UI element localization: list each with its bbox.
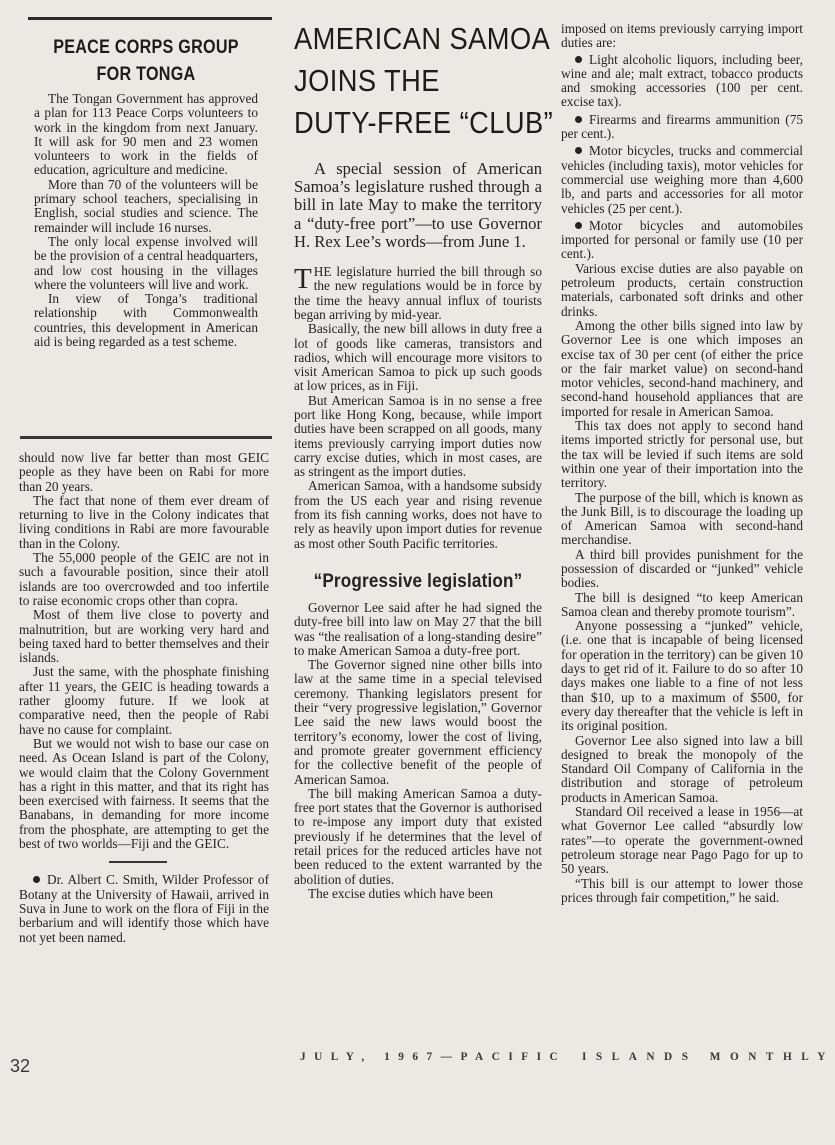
paragraph: Anyone possessing a “junked” vehicle, (i.e. one that is incapable of being licensed for operation in the territory) can be given 10 days to get rid of it. Failure to do so after 10 days makes one liable to a fine of not less than $10, up to a maximum of $500, for every day thereafter that the vehicle is left in its original position.	[561, 618, 803, 734]
banaban-article-continued	[19, 451, 269, 1044]
paragraph: Among the other bills signed into law by Governor Lee is one which imposes an excise tax of 30 per cent (of either the price or the fair market value) on second-hand motor vehicles, second-hand machinery, and second-hand household appliances that are imported for resale in American Samoa.	[561, 317, 803, 419]
paragraph: Basically, the new bill allows in duty free a lot of goods like cameras, transistors and radios, which will encourage more visitors to visit American Samoa to pick up such goods at low prices, as in Fiji.	[294, 321, 542, 394]
duty-item-text: Motor bicycles and automobiles imported for personal or family use (10 per cent.).	[561, 217, 803, 262]
samoa-article-continued	[561, 22, 801, 1044]
headline-line: FOR TONGA	[96, 64, 196, 85]
paragraph: Most of them live close to poverty and malnutrition, but are working very hard and being taxed hard to better themselves and their islands.	[19, 607, 269, 666]
duty-item	[561, 219, 803, 262]
duty-item	[561, 144, 803, 215]
paragraph: More than 70 of the volunteers will be primary school teachers, specialising in English, social studies and science. The remainder will include 16 nurses.	[34, 176, 258, 235]
headline-line: PEACE CORPS GROUP	[53, 37, 239, 58]
title-line: AMERICAN SAMOA	[294, 21, 551, 56]
section-divider	[20, 436, 272, 439]
subheading: “Progressive legislation”	[313, 570, 523, 592]
paragraph: This tax does not apply to second hand items imported strictly for personal use, but the tax will be levied if such items are sold within one year of their importation into the territory.	[561, 418, 803, 491]
short-divider	[109, 861, 167, 863]
title-line: DUTY-FREE “CLUB”	[294, 105, 554, 140]
duty-item-text: Motor bicycles, trucks and commercial vehicles (including taxis), motor vehicles for commercial use weighing more than 4,600 lb, and parts and accessories for all motor vehicles (25 per cent.).	[561, 143, 803, 216]
paragraph: “This bill is our attempt to lower those prices through fair competition,” he said.	[561, 875, 803, 905]
bullet-icon	[575, 147, 582, 154]
paragraph: should now live far better than most GEIC people as they have been on Rabi for more than 20 years.	[19, 450, 269, 494]
paragraph: The 55,000 people of the GEIC are not in such a favourable position, since their atoll islands are too overcrowded and too infertile to raise economic crops other than copra.	[19, 550, 269, 608]
bullet-icon	[575, 56, 582, 63]
paragraph: But we would not wish to base our case on need. As Ocean Island is part of the Colony, we would claim that the Colony Government has a right in this matter, and that its right has been exercised with fairness. It seems that the Banabans, in demanding for more income from the phosphate, are attempting to get the best of two worlds—Fiji and the GEIC.	[19, 735, 269, 852]
bullet-icon	[33, 876, 40, 883]
paragraph: Various excise duties are also payable on petroleum products, certain construction materials, carbonated soft drinks and other drinks.	[561, 260, 803, 319]
paragraph: The bill is designed “to keep American Samoa clean and thereby promote tourism”.	[561, 589, 803, 619]
footer-right: ISLANDS MONTHLY	[582, 1051, 835, 1063]
note-text: Dr. Albert C. Smith, Wilder Professor of Botany at the University of Hawaii, arrived in Suva in June to work on the flora of Fiji in the berbarium and will identify those which have not yet been named.	[19, 872, 269, 945]
duty-item-text: Firearms and firearms ammunition (75 per cent.).	[561, 111, 803, 142]
paragraph: But American Samoa is in no sense a free port like Hong Kong, because, while import duties have been scrapped on all goods, many items previously carrying import duties now carry excise duties, which in most cases, are as stringent as the import duties.	[294, 392, 542, 480]
bullet-icon	[575, 116, 582, 123]
peace-corps-article	[34, 34, 258, 349]
paragraph: The Tongan Government has approved a plan for 113 Peace Corps volunteers to work in the kingdom from next January. It will ask for 90 men and 23 women volunteers to work in the fields of education, agriculture and medicine.	[34, 91, 258, 178]
article-intro: A special session of American Samoa’s legislature rushed through a bill in late May to make the territory a “duty-free port”—to use Governor H. Rex Lee’s words—from June 1.	[294, 159, 542, 251]
paragraph: The excise duties which have been	[308, 885, 493, 901]
paragraph: Governor Lee said after he had signed the duty-free bill into law on May 27 that the bill was “the realisation of a long-standing desire” to make American Samoa a duty-free port.	[294, 599, 542, 658]
paragraph: The Governor signed nine other bills into law at the same time in a special televised ceremony. Thanking legislators present for their “very progressive legislation,” Governor Lee said the new laws would boost the territory’s economy, lower the cost of living, and promote greater government efficiency for the collective benefit of the people of American Samoa.	[294, 657, 542, 787]
samoa-article	[294, 18, 554, 1145]
article-title	[294, 18, 554, 150]
page-number: 32	[10, 1056, 31, 1076]
paragraph: American Samoa, with a handsome subsidy from the US each year and rising revenue from its fish canning works, does not have to rely as heavily upon import duties for revenue as most other South Pacific territories.	[294, 478, 542, 551]
lead-text: HE legislature hurried the bill through so the new regulations would be in force by the time the heavy annual influx of tourists began arriving by mid-year.	[294, 264, 542, 322]
paragraph: A third bill provides punishment for the possession of discarded or “junked” vehicle bodies.	[561, 546, 803, 591]
paragraph: The only local expense involved will be the provision of a central headquarters, and low cost housing in the villages where the volunteers will live and work.	[34, 233, 258, 292]
title-line: JOINS THE	[294, 63, 440, 98]
paragraph: The fact that none of them ever dream of returning to live in the Colony indicates that living conditions in Rabi are more favourable than in the Colony.	[19, 492, 269, 551]
article-headline	[51, 34, 241, 88]
news-note	[19, 873, 269, 944]
paragraph: Governor Lee also signed into law a bill designed to break the monopoly of the Standard Oil Company of California in the distribution and storage of petroleum products in American Samoa.	[561, 732, 803, 805]
bullet-icon	[575, 222, 582, 229]
paragraph: imposed on items previously carrying import duties are:	[561, 21, 803, 51]
paragraph: The purpose of the bill, which is known as the Junk Bill, is to discourage the loading up of American Samoa with second-hand merchandise.	[561, 489, 803, 548]
paragraph: Standard Oil received a lease in 1956—at what Governor Lee called “absurdly low rates”—to operate the government-owned petroleum storage near Pago Pago for up to 50 years.	[561, 804, 803, 877]
top-rule-left	[28, 17, 272, 20]
paragraph: In view of Tonga’s traditional relationship with Commonwealth countries, this development in American aid is being regarded as a test scheme.	[34, 291, 258, 350]
paragraph: Just the same, with the phosphate finishing after 11 years, the GEIC is heading towards a rather gloomy future. If we look at comparative need, then the people of Rabi have no cause for complaint.	[19, 664, 269, 737]
footer-left: JULY, 1967—PACIFIC	[300, 1051, 567, 1063]
duty-item	[561, 113, 803, 142]
duty-item	[561, 53, 803, 110]
duty-item-text: Light alcoholic liquors, including beer, wine and ale; malt extract, tobacco products and smoking accessories (100 per cent. excise tax).	[561, 51, 803, 110]
paragraph: The bill making American Samoa a duty-free port states that the Governor is authorised to re-impose any import duty that existed previously if he determines that the level of retail prices for the reduced articles have not been reduced to the extent warranted by the abolition of duties.	[294, 785, 542, 887]
dropcap: T	[294, 263, 312, 296]
lead-paragraph	[294, 265, 542, 322]
